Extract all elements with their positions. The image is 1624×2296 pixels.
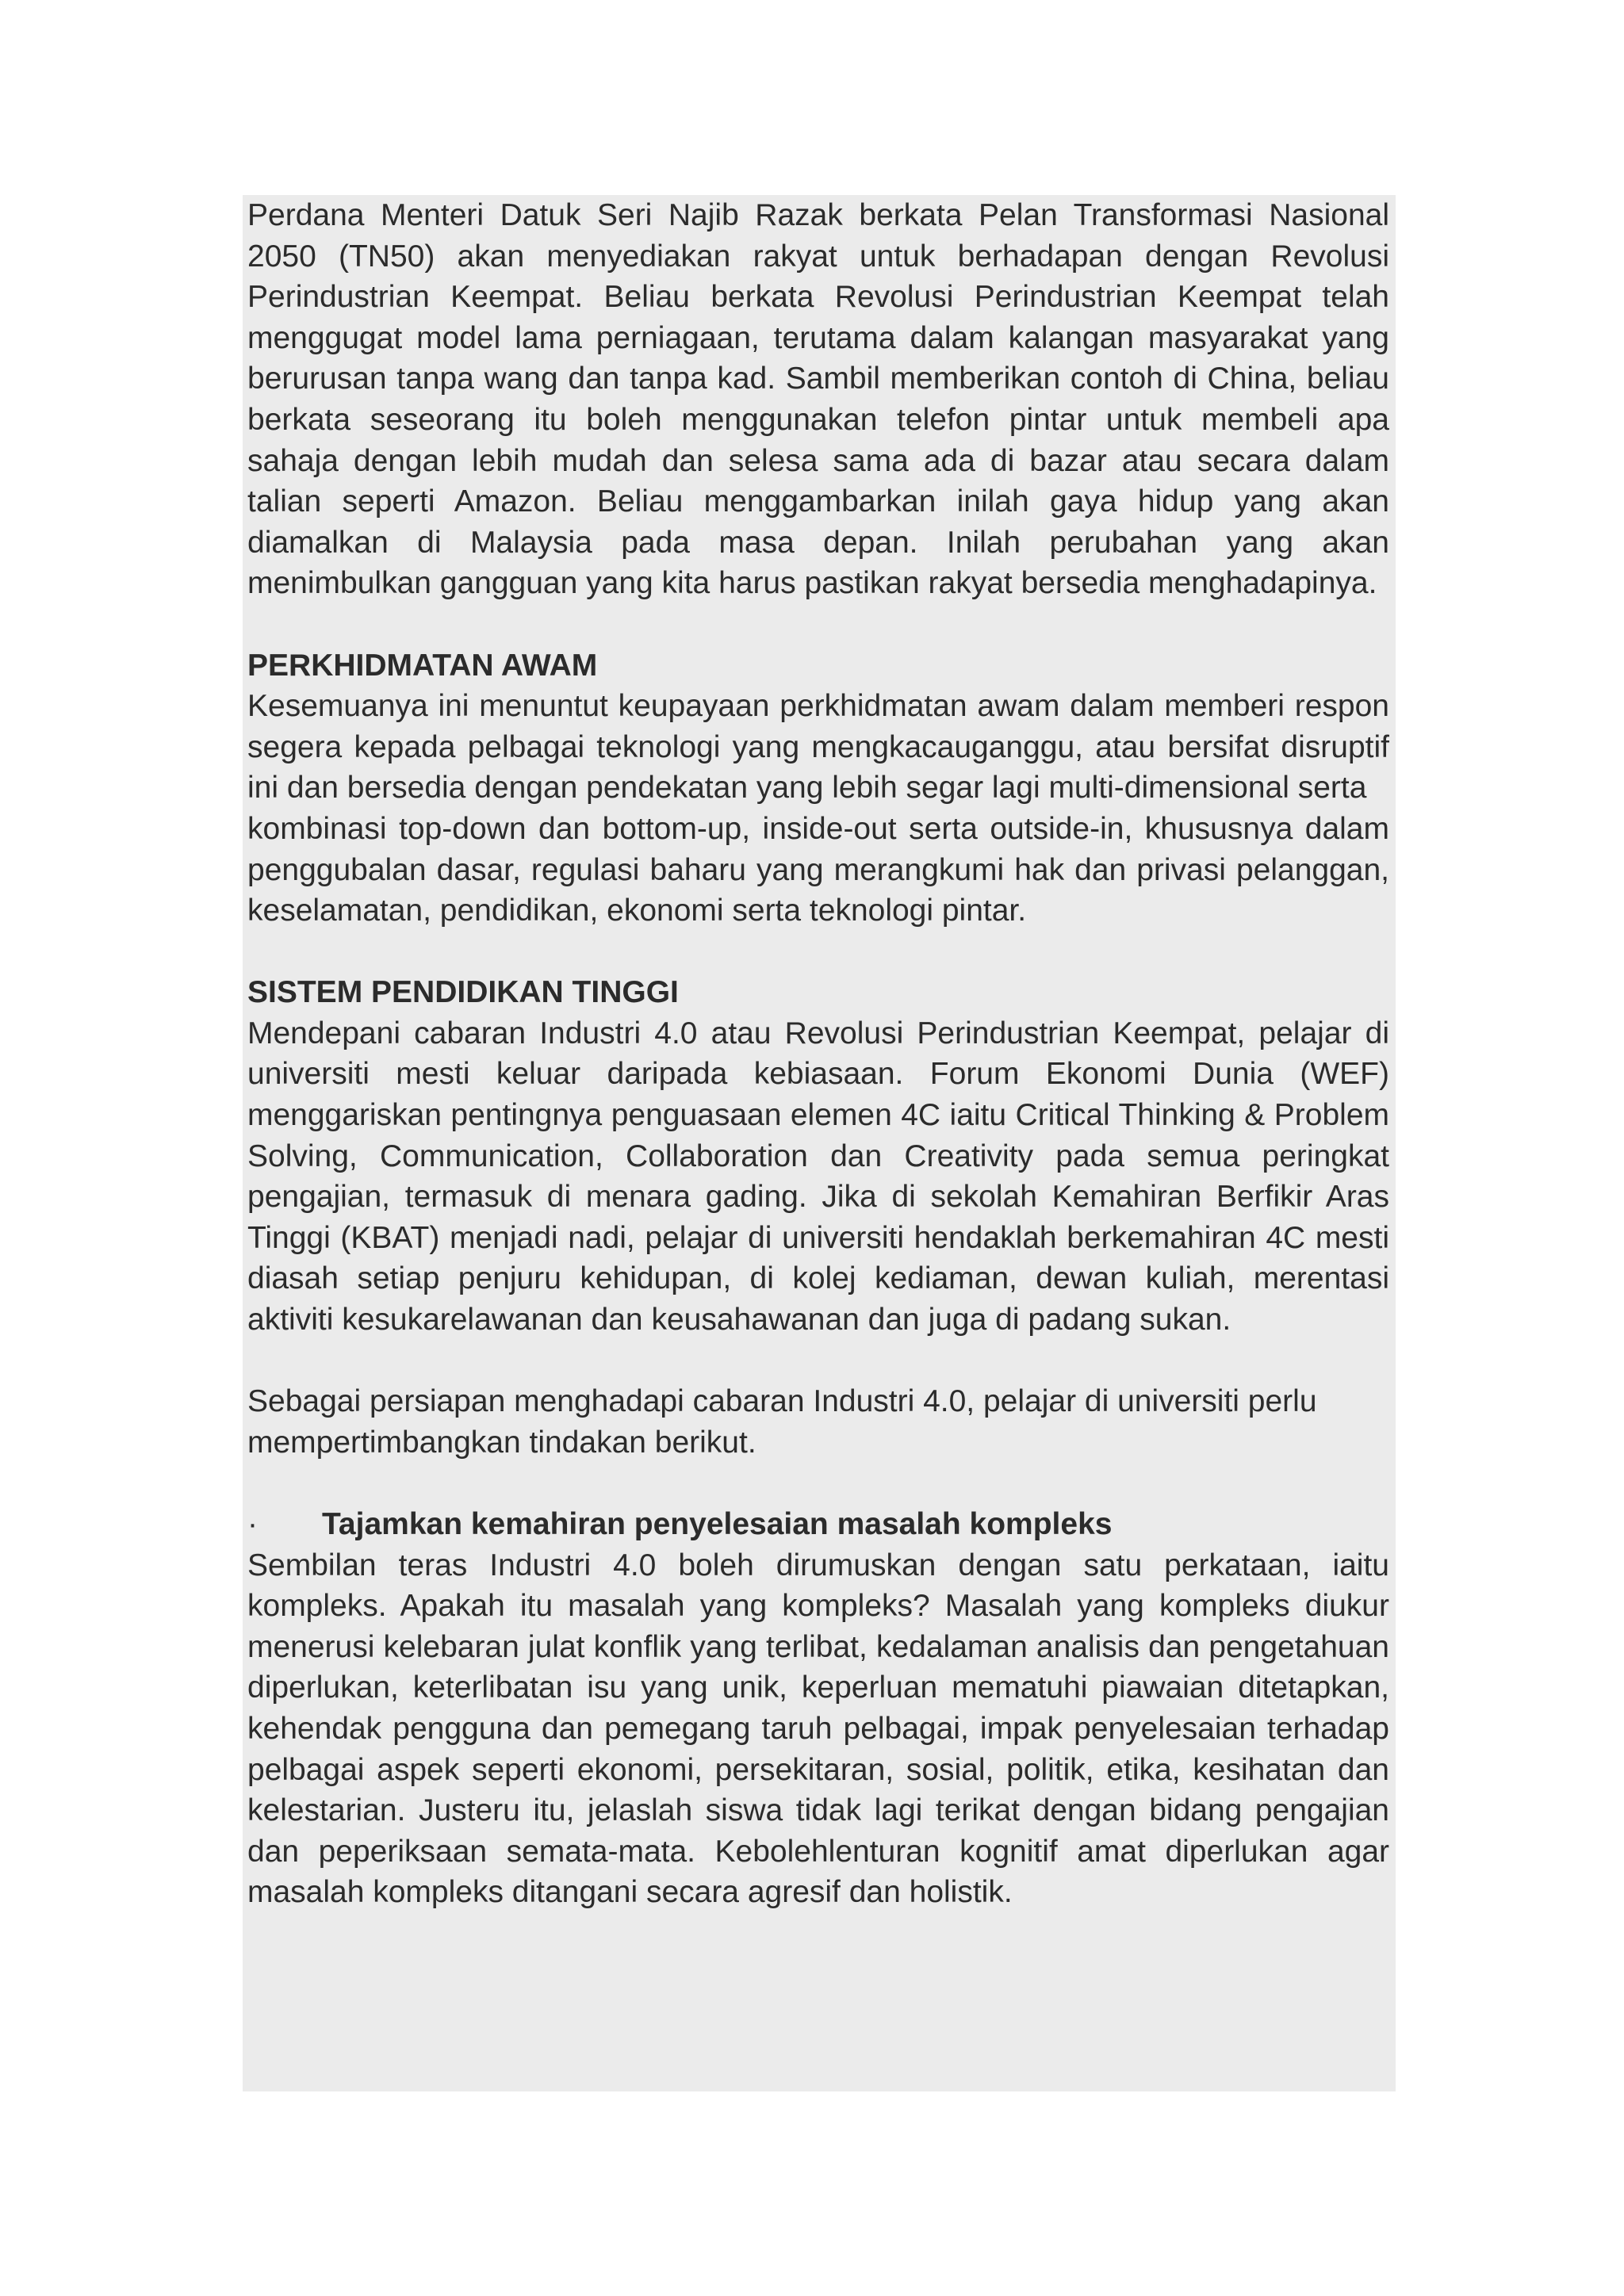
paragraph-spacer	[247, 932, 1389, 973]
bullet1-paragraph: Sembilan teras Industri 4.0 boleh dirumuskan dengan satu perkataan, iaitu kompleks. Apakah itu masalah yang kompleks? Masalah yang kompleks diukur menerusi kelebaran julat konflik yang terlibat, kedalaman analisis dan pengetahuan diperlukan, keterlibatan isu yang unik, keperluan mematuhi piawaian ditetapkan, kehendak pengguna dan pemegang taruh pelbagai, impak penyelesaian terhadap pelbagai aspek seperti ekonomi, persekitaran, sosial, politik, etika, kesihatan dan kelestarian. Justeru itu, jelaslah siswa tidak lagi terikat dengan bidang pengajian dan peperiksaan semata-mata. Kebolehlenturan kognitif amat diperlukan agar masalah kompleks ditangani secara agresif dan holistik.	[247, 1548, 1389, 1910]
section-heading-perkhidmatan-awam: PERKHIDMATAN AWAM	[247, 648, 598, 683]
paragraph-spacer	[247, 1341, 1389, 1382]
section1-paragraph-a: Kesemuanya ini menuntut keupayaan perkhidmatan awam dalam memberi respon segera kepada pelbagai teknologi yang mengkacauganggu, atau bersifat disruptif ini dan bersedia dengan pendekatan yang lebih segar lagi multi-dimensional serta	[247, 689, 1389, 806]
document-body	[243, 195, 1396, 2091]
intro-paragraph: Perdana Menteri Datuk Seri Najib Razak berkata Pelan Transformasi Nasional 2050 (TN50) akan menyediakan rakyat untuk berhadapan dengan Revolusi Perindustrian Keempat. Beliau berkata Revolusi Perindustrian Keempat telah menggugat model lama perniagaan, terutama dalam kalangan masyarakat yang berurusan tanpa wang dan tanpa kad. Sambil memberikan contoh di China, beliau berkata seseorang itu boleh menggunakan telefon pintar untuk membeli apa sahaja dengan lebih mudah dan selesa sama ada di bazar atau secara dalam talian seperti Amazon. Beliau menggambarkan inilah gaya hidup yang akan diamalkan di Malaysia pada masa depan. Inilah perubahan yang akan menimbulkan gangguan yang kita harus pastikan rakyat bersedia menghadapinya.	[247, 198, 1389, 601]
bullet-heading-text: Tajamkan kemahiran penyelesaian masalah kompleks	[322, 1507, 1113, 1541]
bullet-heading-masalah-kompleks	[247, 1504, 1389, 1545]
section2-paragraph-b: Sebagai persiapan menghadapi cabaran Industri 4.0, pelajar di universiti perlu mempertimbangkan tindakan berikut.	[247, 1384, 1317, 1460]
paragraph-spacer	[247, 1463, 1389, 1504]
bullet-mark: ·	[247, 1507, 258, 1541]
paragraph-spacer	[247, 604, 1389, 645]
section2-paragraph-a: Mendepani cabaran Industri 4.0 atau Revolusi Perindustrian Keempat, pelajar di universiti mesti keluar daripada kebiasaan. Forum Ekonomi Dunia (WEF) menggariskan pentingnya penguasaan elemen 4C iaitu Critical Thinking & Problem Solving, Communication, Collaboration dan Creativity pada semua peringkat pengajian, termasuk di menara gading. Jika di sekolah Kemahiran Berfikir Aras Tinggi (KBAT) menjadi nadi, pelajar di universiti hendaklah berkemahiran 4C mesti diasah setiap penjuru kehidupan, di kolej kediaman, dewan kuliah, merentasi aktiviti kesukarelawanan dan keusahawanan dan juga di padang sukan.	[247, 1016, 1389, 1337]
section-heading-sistem-pendidikan-tinggi: SISTEM PENDIDIKAN TINGGI	[247, 975, 679, 1010]
section1-paragraph-b: kombinasi top-down dan bottom-up, inside-out serta outside-in, khususnya dalam penggubalan dasar, regulasi baharu yang merangkumi hak dan privasi pelanggan, keselamatan, pendidikan, ekonomi serta teknologi pintar.	[247, 811, 1389, 928]
